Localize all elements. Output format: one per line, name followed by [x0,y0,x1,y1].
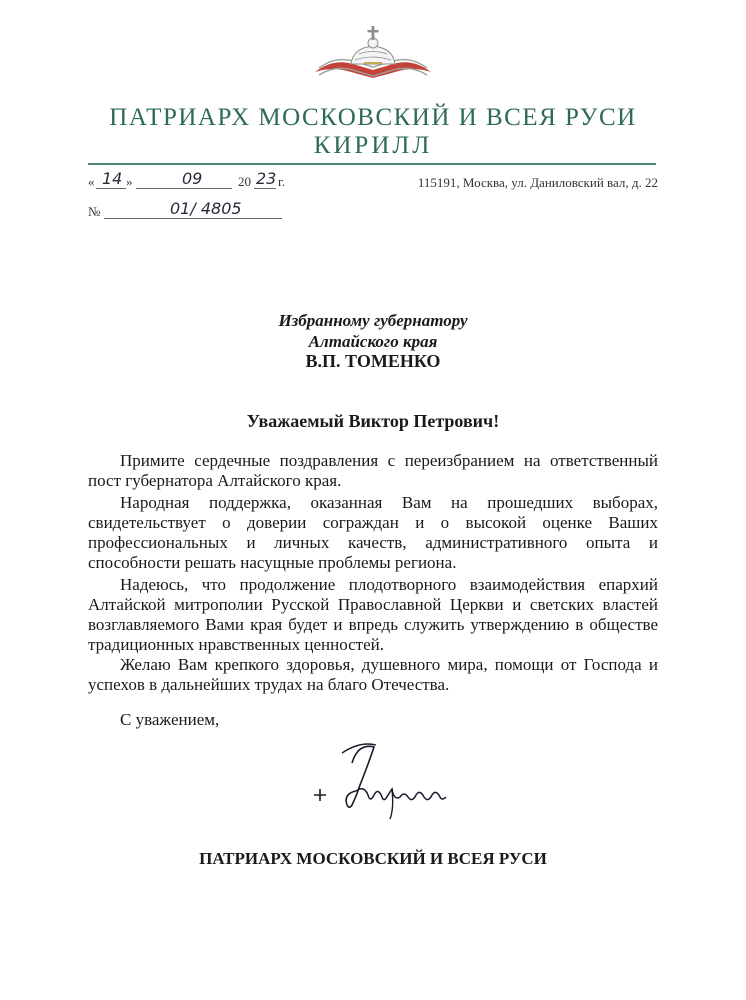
patriarch-coat-of-arms-icon [313,20,433,82]
date-month: 09 [182,169,203,188]
date-day: 14 [102,169,123,188]
date-close-quote: » [126,174,133,189]
date-open-quote: « [88,174,95,189]
sender-address: 115191, Москва, ул. Даниловский вал, д. 22 [417,175,658,190]
addressee-line1: Избранному губернатору [278,311,468,330]
date-row [88,169,658,192]
body-paragraph-4: Желаю Вам крепкого здоровья, душевного мира, помощи от Господа и успехов в дальнейших трудах на благо Отечества. [88,655,658,694]
addressee-name: В.П. ТОМЕНКО [305,351,441,371]
letterhead-divider [88,163,656,165]
letterhead-title: ПАТРИАРХ МОСКОВСКИЙ И ВСЕЯ РУСИ [109,104,637,131]
date-month-underline [136,188,232,189]
date-year-prefix: 20 [238,174,251,189]
date-year-underline [254,188,276,189]
date-year-suffix: 23 [256,169,277,188]
date-year-unit: г. [278,174,286,189]
document-number: 01/ 4805 [170,199,242,218]
addressee-line2: Алтайского края [308,332,438,351]
body-paragraph-1: Примите сердечные поздравления с переизбранием на ответственный пост губернатора Алтайского края. [88,451,658,490]
number-underline [104,218,282,219]
closing-phrase: С уважением, [120,710,220,729]
letterhead-name: КИРИЛЛ [313,132,433,159]
number-label: № [88,204,101,219]
body-paragraph-2: Народная поддержка, оказанная Вам на прошедших выборах, свидетельствует о доверии сограждан и о высокой оценке Ваших профессиональных и личных качеств, административного опыта и способности решать насущные проблемы региона. [88,493,658,572]
date-day-underline [96,188,126,189]
greeting: Уважаемый Виктор Петрович! [246,411,500,431]
body-paragraph-3: Надеюсь, что продолжение плодотворного взаимодействия епархий Алтайской митрополии Русской Православной Церкви и светских властей возглавляемого Вами края будет и впредь служить утверждению в обществе традиционных нравственных ценностей. [88,575,658,654]
document-number-row [88,199,288,222]
handwritten-signature-icon [312,735,462,825]
signatory-title: ПАТРИАРХ МОСКОВСКИЙ И ВСЕЯ РУСИ [199,849,547,868]
